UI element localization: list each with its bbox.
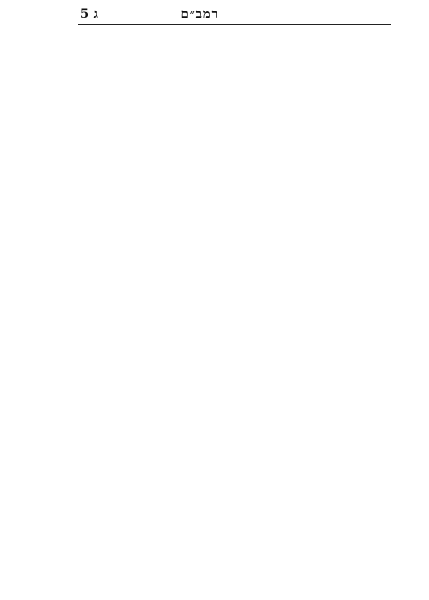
header-rule: [78, 24, 391, 25]
running-header: [80, 6, 389, 24]
page-title: רמב״ם: [180, 7, 219, 22]
page-number: ג 5: [80, 7, 98, 22]
